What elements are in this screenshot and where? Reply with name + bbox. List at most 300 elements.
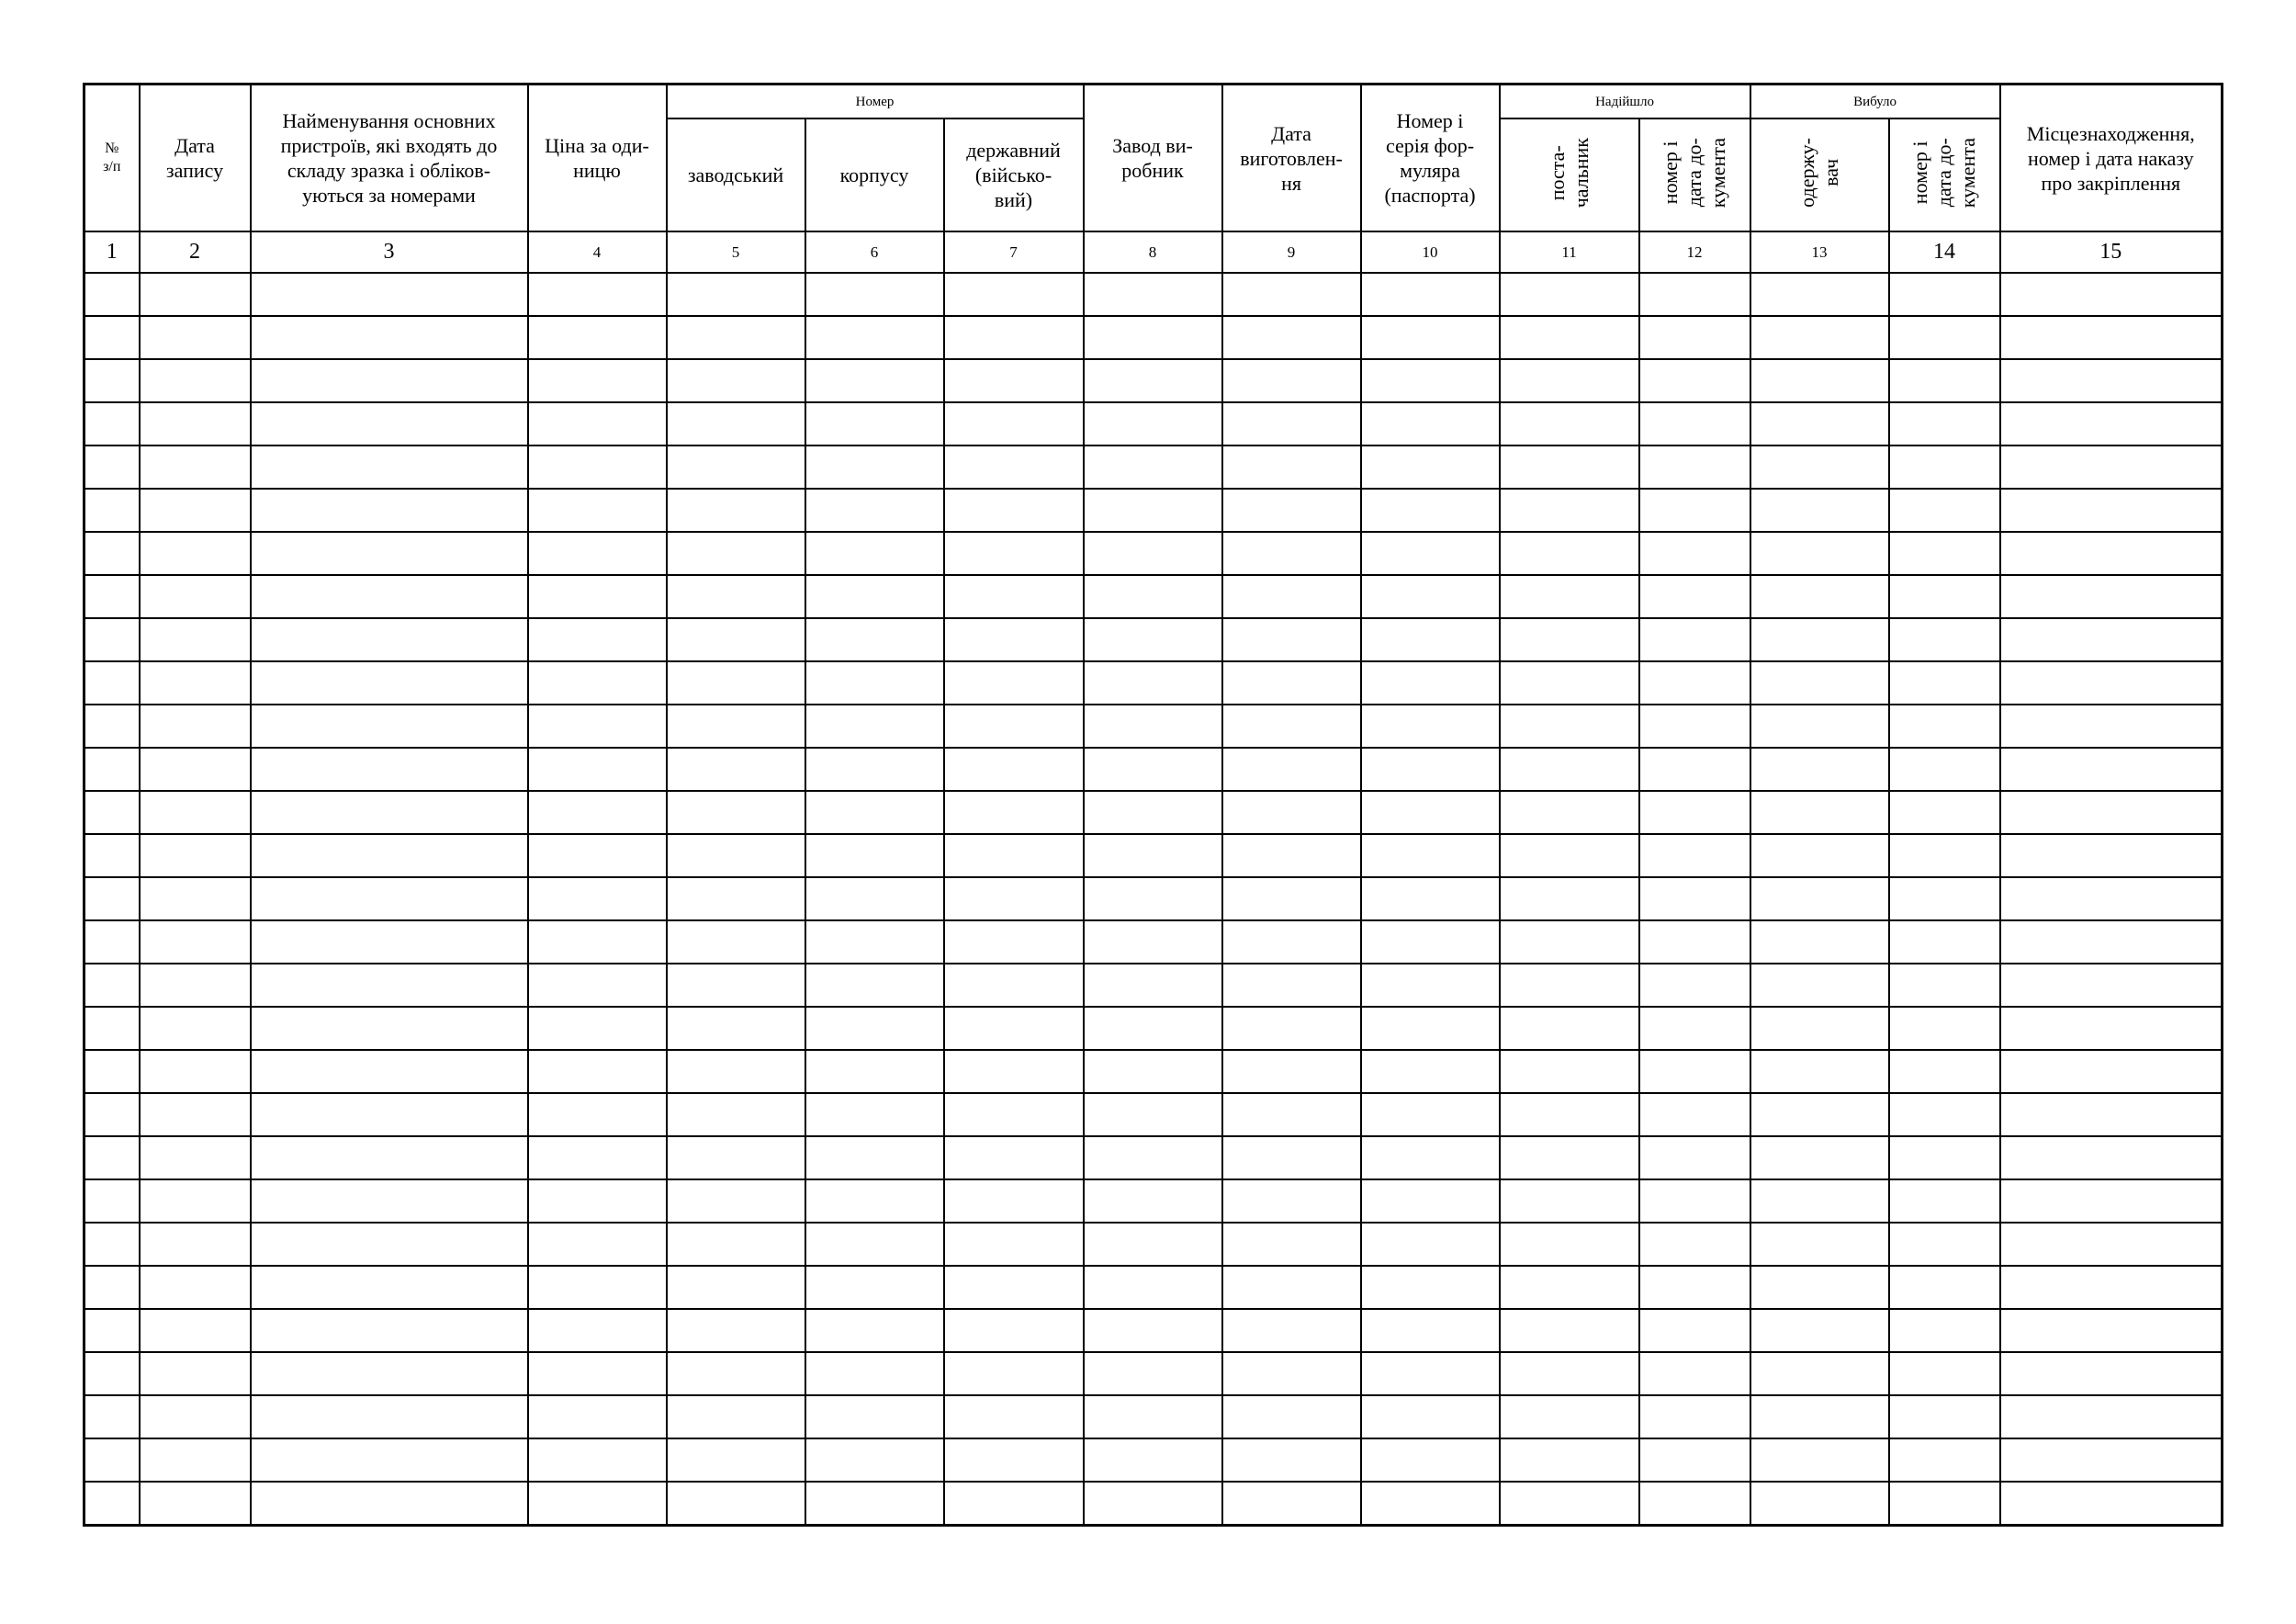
empty-cell[interactable] <box>1084 877 1222 920</box>
empty-cell[interactable] <box>1750 1352 1889 1395</box>
empty-cell[interactable] <box>1500 661 1639 705</box>
empty-cell[interactable] <box>1361 1007 1500 1050</box>
empty-cell[interactable] <box>1361 1352 1500 1395</box>
empty-cell[interactable] <box>528 877 667 920</box>
empty-cell[interactable] <box>2000 359 2223 402</box>
empty-cell[interactable] <box>140 1482 251 1526</box>
empty-cell[interactable] <box>805 489 944 532</box>
empty-cell[interactable] <box>84 316 140 359</box>
empty-cell[interactable] <box>667 445 805 489</box>
empty-cell[interactable] <box>1361 273 1500 316</box>
empty-cell[interactable] <box>1500 1093 1639 1136</box>
empty-cell[interactable] <box>1750 661 1889 705</box>
empty-cell[interactable] <box>528 1050 667 1093</box>
empty-cell[interactable] <box>1750 316 1889 359</box>
empty-cell[interactable] <box>1639 1093 1750 1136</box>
empty-cell[interactable] <box>1750 489 1889 532</box>
empty-cell[interactable] <box>251 359 528 402</box>
empty-cell[interactable] <box>140 791 251 834</box>
empty-cell[interactable] <box>2000 705 2223 748</box>
empty-cell[interactable] <box>140 1093 251 1136</box>
empty-cell[interactable] <box>528 661 667 705</box>
empty-cell[interactable] <box>251 1482 528 1526</box>
empty-cell[interactable] <box>84 1482 140 1526</box>
empty-cell[interactable] <box>528 575 667 618</box>
empty-cell[interactable] <box>1500 445 1639 489</box>
empty-cell[interactable] <box>667 1223 805 1266</box>
empty-cell[interactable] <box>2000 1352 2223 1395</box>
empty-cell[interactable] <box>1889 1050 2000 1093</box>
empty-cell[interactable] <box>140 1395 251 1438</box>
empty-cell[interactable] <box>528 316 667 359</box>
empty-cell[interactable] <box>1889 1179 2000 1223</box>
empty-cell[interactable] <box>1750 1136 1889 1179</box>
empty-cell[interactable] <box>1084 748 1222 791</box>
empty-cell[interactable] <box>1500 532 1639 575</box>
empty-cell[interactable] <box>805 1309 944 1352</box>
empty-cell[interactable] <box>1361 964 1500 1007</box>
empty-cell[interactable] <box>667 1050 805 1093</box>
empty-cell[interactable] <box>2000 1482 2223 1526</box>
empty-cell[interactable] <box>1222 920 1361 964</box>
empty-cell[interactable] <box>528 964 667 1007</box>
empty-cell[interactable] <box>528 273 667 316</box>
empty-cell[interactable] <box>1222 748 1361 791</box>
empty-cell[interactable] <box>1639 1136 1750 1179</box>
empty-cell[interactable] <box>1084 1266 1222 1309</box>
empty-cell[interactable] <box>251 1395 528 1438</box>
empty-cell[interactable] <box>2000 1395 2223 1438</box>
empty-cell[interactable] <box>1500 1050 1639 1093</box>
empty-cell[interactable] <box>140 1136 251 1179</box>
empty-cell[interactable] <box>1639 964 1750 1007</box>
empty-cell[interactable] <box>1500 1352 1639 1395</box>
empty-cell[interactable] <box>1500 402 1639 445</box>
empty-cell[interactable] <box>1639 877 1750 920</box>
empty-cell[interactable] <box>1889 748 2000 791</box>
empty-cell[interactable] <box>667 489 805 532</box>
empty-cell[interactable] <box>1500 1438 1639 1482</box>
empty-cell[interactable] <box>251 1352 528 1395</box>
empty-cell[interactable] <box>1361 791 1500 834</box>
empty-cell[interactable] <box>140 575 251 618</box>
empty-cell[interactable] <box>1639 1438 1750 1482</box>
empty-cell[interactable] <box>528 359 667 402</box>
empty-cell[interactable] <box>805 877 944 920</box>
empty-cell[interactable] <box>805 445 944 489</box>
empty-cell[interactable] <box>140 877 251 920</box>
empty-cell[interactable] <box>944 1266 1084 1309</box>
empty-cell[interactable] <box>140 532 251 575</box>
empty-cell[interactable] <box>1361 834 1500 877</box>
empty-cell[interactable] <box>84 661 140 705</box>
empty-cell[interactable] <box>251 920 528 964</box>
empty-cell[interactable] <box>528 489 667 532</box>
empty-cell[interactable] <box>528 1136 667 1179</box>
empty-cell[interactable] <box>1222 661 1361 705</box>
empty-cell[interactable] <box>1084 489 1222 532</box>
empty-cell[interactable] <box>84 920 140 964</box>
empty-cell[interactable] <box>1500 489 1639 532</box>
empty-cell[interactable] <box>1361 1223 1500 1266</box>
empty-cell[interactable] <box>84 575 140 618</box>
empty-cell[interactable] <box>805 1352 944 1395</box>
empty-cell[interactable] <box>1361 1179 1500 1223</box>
empty-cell[interactable] <box>251 964 528 1007</box>
empty-cell[interactable] <box>1750 532 1889 575</box>
empty-cell[interactable] <box>1889 1223 2000 1266</box>
empty-cell[interactable] <box>1889 1395 2000 1438</box>
empty-cell[interactable] <box>944 1179 1084 1223</box>
empty-cell[interactable] <box>805 532 944 575</box>
empty-cell[interactable] <box>944 705 1084 748</box>
empty-cell[interactable] <box>140 705 251 748</box>
empty-cell[interactable] <box>805 834 944 877</box>
empty-cell[interactable] <box>667 1136 805 1179</box>
empty-cell[interactable] <box>251 791 528 834</box>
empty-cell[interactable] <box>1361 1136 1500 1179</box>
empty-cell[interactable] <box>1361 1266 1500 1309</box>
empty-cell[interactable] <box>805 402 944 445</box>
empty-cell[interactable] <box>140 316 251 359</box>
empty-cell[interactable] <box>1500 1136 1639 1179</box>
empty-cell[interactable] <box>2000 273 2223 316</box>
empty-cell[interactable] <box>805 575 944 618</box>
empty-cell[interactable] <box>667 1266 805 1309</box>
empty-cell[interactable] <box>1084 1352 1222 1395</box>
empty-cell[interactable] <box>1889 1309 2000 1352</box>
empty-cell[interactable] <box>140 618 251 661</box>
empty-cell[interactable] <box>1639 1395 1750 1438</box>
empty-cell[interactable] <box>1222 705 1361 748</box>
empty-cell[interactable] <box>251 1223 528 1266</box>
empty-cell[interactable] <box>140 1007 251 1050</box>
empty-cell[interactable] <box>1889 316 2000 359</box>
empty-cell[interactable] <box>944 273 1084 316</box>
empty-cell[interactable] <box>84 402 140 445</box>
empty-cell[interactable] <box>944 834 1084 877</box>
empty-cell[interactable] <box>1222 791 1361 834</box>
empty-cell[interactable] <box>84 1395 140 1438</box>
empty-cell[interactable] <box>1500 575 1639 618</box>
empty-cell[interactable] <box>84 532 140 575</box>
empty-cell[interactable] <box>1500 834 1639 877</box>
empty-cell[interactable] <box>2000 1309 2223 1352</box>
empty-cell[interactable] <box>251 1266 528 1309</box>
empty-cell[interactable] <box>140 834 251 877</box>
empty-cell[interactable] <box>140 402 251 445</box>
empty-cell[interactable] <box>1500 359 1639 402</box>
empty-cell[interactable] <box>1084 1093 1222 1136</box>
empty-cell[interactable] <box>528 532 667 575</box>
empty-cell[interactable] <box>1500 618 1639 661</box>
empty-cell[interactable] <box>1750 1050 1889 1093</box>
empty-cell[interactable] <box>251 1136 528 1179</box>
empty-cell[interactable] <box>1084 532 1222 575</box>
empty-cell[interactable] <box>1500 877 1639 920</box>
empty-cell[interactable] <box>1222 532 1361 575</box>
empty-cell[interactable] <box>667 316 805 359</box>
empty-cell[interactable] <box>1889 705 2000 748</box>
empty-cell[interactable] <box>1750 618 1889 661</box>
empty-cell[interactable] <box>667 1482 805 1526</box>
empty-cell[interactable] <box>1750 1179 1889 1223</box>
empty-cell[interactable] <box>1500 1223 1639 1266</box>
empty-cell[interactable] <box>1500 1179 1639 1223</box>
empty-cell[interactable] <box>805 920 944 964</box>
empty-cell[interactable] <box>2000 1136 2223 1179</box>
empty-cell[interactable] <box>1084 834 1222 877</box>
empty-cell[interactable] <box>1639 705 1750 748</box>
empty-cell[interactable] <box>2000 1266 2223 1309</box>
empty-cell[interactable] <box>140 1352 251 1395</box>
empty-cell[interactable] <box>1361 1438 1500 1482</box>
empty-cell[interactable] <box>1639 445 1750 489</box>
empty-cell[interactable] <box>1750 402 1889 445</box>
empty-cell[interactable] <box>944 1438 1084 1482</box>
empty-cell[interactable] <box>944 1050 1084 1093</box>
empty-cell[interactable] <box>667 618 805 661</box>
empty-cell[interactable] <box>84 1438 140 1482</box>
empty-cell[interactable] <box>1750 575 1889 618</box>
empty-cell[interactable] <box>1361 1050 1500 1093</box>
empty-cell[interactable] <box>1222 316 1361 359</box>
empty-cell[interactable] <box>1750 1007 1889 1050</box>
empty-cell[interactable] <box>1500 1395 1639 1438</box>
empty-cell[interactable] <box>667 877 805 920</box>
empty-cell[interactable] <box>1889 661 2000 705</box>
empty-cell[interactable] <box>251 273 528 316</box>
empty-cell[interactable] <box>1222 834 1361 877</box>
empty-cell[interactable] <box>667 1352 805 1395</box>
empty-cell[interactable] <box>1639 316 1750 359</box>
empty-cell[interactable] <box>1222 1438 1361 1482</box>
empty-cell[interactable] <box>944 402 1084 445</box>
empty-cell[interactable] <box>667 1179 805 1223</box>
empty-cell[interactable] <box>1639 1309 1750 1352</box>
empty-cell[interactable] <box>667 1309 805 1352</box>
empty-cell[interactable] <box>2000 661 2223 705</box>
empty-cell[interactable] <box>944 575 1084 618</box>
empty-cell[interactable] <box>84 445 140 489</box>
empty-cell[interactable] <box>251 1093 528 1136</box>
empty-cell[interactable] <box>2000 964 2223 1007</box>
empty-cell[interactable] <box>1750 1093 1889 1136</box>
empty-cell[interactable] <box>528 1395 667 1438</box>
empty-cell[interactable] <box>140 445 251 489</box>
empty-cell[interactable] <box>944 1395 1084 1438</box>
empty-cell[interactable] <box>1084 445 1222 489</box>
empty-cell[interactable] <box>805 1482 944 1526</box>
empty-cell[interactable] <box>944 661 1084 705</box>
empty-cell[interactable] <box>528 1482 667 1526</box>
empty-cell[interactable] <box>944 1482 1084 1526</box>
empty-cell[interactable] <box>805 618 944 661</box>
empty-cell[interactable] <box>84 1223 140 1266</box>
empty-cell[interactable] <box>1750 920 1889 964</box>
empty-cell[interactable] <box>944 445 1084 489</box>
empty-cell[interactable] <box>1889 532 2000 575</box>
empty-cell[interactable] <box>1084 1136 1222 1179</box>
empty-cell[interactable] <box>1084 273 1222 316</box>
empty-cell[interactable] <box>1500 705 1639 748</box>
empty-cell[interactable] <box>140 489 251 532</box>
empty-cell[interactable] <box>1639 834 1750 877</box>
empty-cell[interactable] <box>2000 575 2223 618</box>
empty-cell[interactable] <box>1500 1309 1639 1352</box>
empty-cell[interactable] <box>944 1352 1084 1395</box>
empty-cell[interactable] <box>805 1007 944 1050</box>
empty-cell[interactable] <box>2000 1223 2223 1266</box>
empty-cell[interactable] <box>944 877 1084 920</box>
empty-cell[interactable] <box>251 1179 528 1223</box>
empty-cell[interactable] <box>1084 705 1222 748</box>
empty-cell[interactable] <box>1639 920 1750 964</box>
empty-cell[interactable] <box>805 661 944 705</box>
empty-cell[interactable] <box>667 1395 805 1438</box>
empty-cell[interactable] <box>1084 359 1222 402</box>
empty-cell[interactable] <box>1361 316 1500 359</box>
empty-cell[interactable] <box>667 791 805 834</box>
empty-cell[interactable] <box>251 445 528 489</box>
empty-cell[interactable] <box>1084 661 1222 705</box>
empty-cell[interactable] <box>1889 1352 2000 1395</box>
empty-cell[interactable] <box>1361 748 1500 791</box>
empty-cell[interactable] <box>2000 316 2223 359</box>
empty-cell[interactable] <box>2000 748 2223 791</box>
empty-cell[interactable] <box>140 359 251 402</box>
empty-cell[interactable] <box>251 532 528 575</box>
empty-cell[interactable] <box>667 920 805 964</box>
empty-cell[interactable] <box>667 705 805 748</box>
empty-cell[interactable] <box>528 618 667 661</box>
empty-cell[interactable] <box>1750 1395 1889 1438</box>
empty-cell[interactable] <box>140 1266 251 1309</box>
empty-cell[interactable] <box>944 1309 1084 1352</box>
empty-cell[interactable] <box>84 1309 140 1352</box>
empty-cell[interactable] <box>805 1179 944 1223</box>
empty-cell[interactable] <box>1222 1223 1361 1266</box>
empty-cell[interactable] <box>667 834 805 877</box>
empty-cell[interactable] <box>528 748 667 791</box>
empty-cell[interactable] <box>1084 575 1222 618</box>
empty-cell[interactable] <box>944 1223 1084 1266</box>
empty-cell[interactable] <box>944 920 1084 964</box>
empty-cell[interactable] <box>1889 445 2000 489</box>
empty-cell[interactable] <box>1500 791 1639 834</box>
empty-cell[interactable] <box>1500 1007 1639 1050</box>
empty-cell[interactable] <box>805 964 944 1007</box>
empty-cell[interactable] <box>1361 402 1500 445</box>
empty-cell[interactable] <box>944 489 1084 532</box>
empty-cell[interactable] <box>1639 489 1750 532</box>
empty-cell[interactable] <box>1639 1266 1750 1309</box>
empty-cell[interactable] <box>2000 1093 2223 1136</box>
empty-cell[interactable] <box>1750 705 1889 748</box>
empty-cell[interactable] <box>1639 618 1750 661</box>
empty-cell[interactable] <box>1084 316 1222 359</box>
empty-cell[interactable] <box>1222 489 1361 532</box>
empty-cell[interactable] <box>667 1007 805 1050</box>
empty-cell[interactable] <box>805 1395 944 1438</box>
empty-cell[interactable] <box>667 402 805 445</box>
empty-cell[interactable] <box>528 705 667 748</box>
empty-cell[interactable] <box>1084 1438 1222 1482</box>
empty-cell[interactable] <box>2000 1007 2223 1050</box>
empty-cell[interactable] <box>1361 445 1500 489</box>
empty-cell[interactable] <box>140 1050 251 1093</box>
empty-cell[interactable] <box>2000 402 2223 445</box>
empty-cell[interactable] <box>1084 791 1222 834</box>
empty-cell[interactable] <box>1084 1482 1222 1526</box>
empty-cell[interactable] <box>2000 618 2223 661</box>
empty-cell[interactable] <box>1889 1093 2000 1136</box>
empty-cell[interactable] <box>1500 316 1639 359</box>
empty-cell[interactable] <box>1361 1482 1500 1526</box>
empty-cell[interactable] <box>1084 1309 1222 1352</box>
empty-cell[interactable] <box>1084 964 1222 1007</box>
empty-cell[interactable] <box>84 1136 140 1179</box>
empty-cell[interactable] <box>1639 1050 1750 1093</box>
empty-cell[interactable] <box>1750 748 1889 791</box>
empty-cell[interactable] <box>84 1050 140 1093</box>
empty-cell[interactable] <box>1750 1309 1889 1352</box>
empty-cell[interactable] <box>1084 1395 1222 1438</box>
empty-cell[interactable] <box>1361 1309 1500 1352</box>
empty-cell[interactable] <box>251 316 528 359</box>
empty-cell[interactable] <box>2000 1438 2223 1482</box>
empty-cell[interactable] <box>84 877 140 920</box>
empty-cell[interactable] <box>1222 1309 1361 1352</box>
empty-cell[interactable] <box>1500 273 1639 316</box>
empty-cell[interactable] <box>1889 1482 2000 1526</box>
empty-cell[interactable] <box>1222 1352 1361 1395</box>
empty-cell[interactable] <box>805 748 944 791</box>
empty-cell[interactable] <box>528 1352 667 1395</box>
empty-cell[interactable] <box>1500 748 1639 791</box>
empty-cell[interactable] <box>1889 489 2000 532</box>
empty-cell[interactable] <box>944 1007 1084 1050</box>
empty-cell[interactable] <box>944 964 1084 1007</box>
empty-cell[interactable] <box>1222 1136 1361 1179</box>
empty-cell[interactable] <box>1361 489 1500 532</box>
empty-cell[interactable] <box>1639 661 1750 705</box>
empty-cell[interactable] <box>2000 489 2223 532</box>
empty-cell[interactable] <box>667 1093 805 1136</box>
empty-cell[interactable] <box>1750 1223 1889 1266</box>
empty-cell[interactable] <box>140 920 251 964</box>
empty-cell[interactable] <box>1084 1007 1222 1050</box>
empty-cell[interactable] <box>1500 1266 1639 1309</box>
empty-cell[interactable] <box>1361 661 1500 705</box>
empty-cell[interactable] <box>1639 1482 1750 1526</box>
empty-cell[interactable] <box>251 661 528 705</box>
empty-cell[interactable] <box>944 532 1084 575</box>
empty-cell[interactable] <box>251 1309 528 1352</box>
empty-cell[interactable] <box>1361 618 1500 661</box>
empty-cell[interactable] <box>1750 877 1889 920</box>
empty-cell[interactable] <box>1084 402 1222 445</box>
empty-cell[interactable] <box>667 359 805 402</box>
empty-cell[interactable] <box>528 791 667 834</box>
empty-cell[interactable] <box>1889 575 2000 618</box>
empty-cell[interactable] <box>528 920 667 964</box>
empty-cell[interactable] <box>1639 532 1750 575</box>
empty-cell[interactable] <box>2000 445 2223 489</box>
empty-cell[interactable] <box>1639 1179 1750 1223</box>
empty-cell[interactable] <box>84 964 140 1007</box>
empty-cell[interactable] <box>667 661 805 705</box>
